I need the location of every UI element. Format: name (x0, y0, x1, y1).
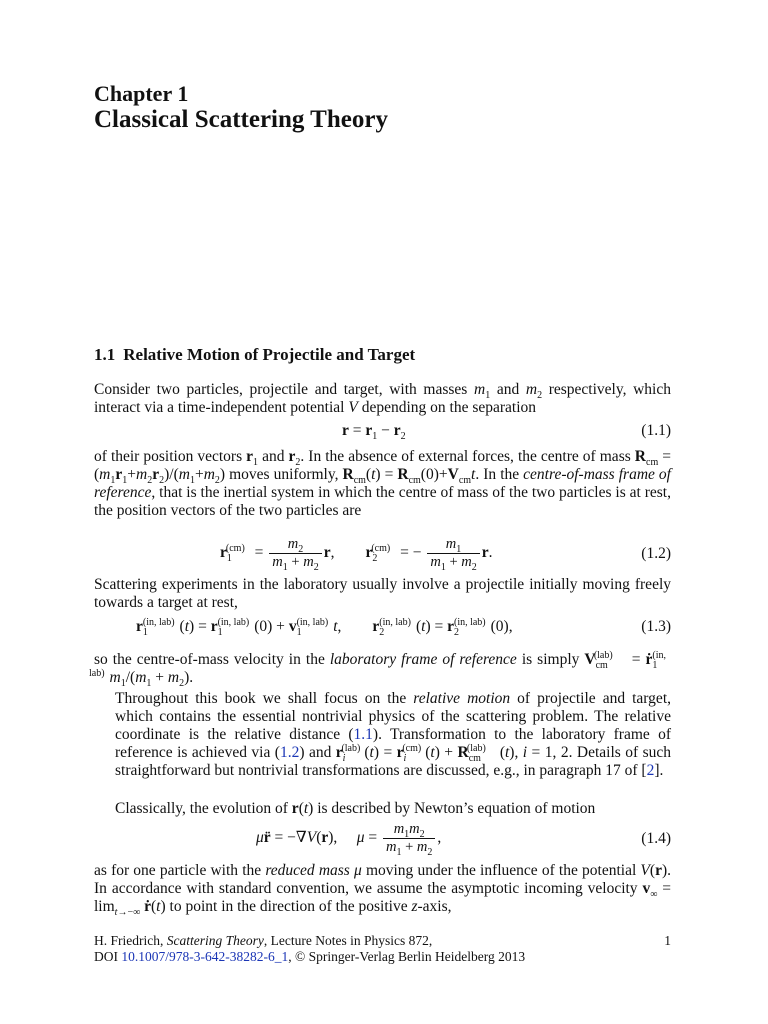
paragraph-4: so the centre-of-mass velocity in the laboratory frame of reference is simply $V_{cm}^{(lab)}$ = ṙ$_1^{(in, lab)}$ $m_1/(m_1 + m_2)$. (89, 649, 666, 690)
paragraph-7: as for one particle with the reduced mass μ moving under the influence of the potential V(r). In accordance with standard convention, we assume the asymptotic incoming velocity $v_\infty = \lim_{t\to-\infty}$ ṙ(t) to point in the direction of the positive z-axis, (94, 862, 672, 919)
paragraph-2: of their position vectors $r_1$ and $r_2$. In the absence of external forces, the centre of mass $R_{cm} = (m_1r_1+m_2r_2)/(m_1+m_2)$ moves uniformly, $R_{cm}(t) = R_{cm}(0)+V_{cm}t$. In the centre-of-mass frame of reference, that is the inertial system in which the centre of mass of the two particles is at rest, the position vectors of the two particles are (94, 448, 671, 519)
paragraph-1: Consider two particles, projectile and target, with masses $m_1$ and $m_2$ respectively, which interact via a time-independent potential V depending on the separation (94, 381, 671, 416)
paragraph-5: Throughout this book we shall focus on the relative motion of projectile and target, which contains the essential nontrivial physics of the scattering problem. The relative coordinate is the relative distance (1.1). Transformation to the laboratory frame of reference is achieved via (1.2) and $r_i^{(lab)}$ $(t) = r_i^{(cm)}$ $(t) + R_{cm}^{(lab)}$ (t), i = 1, 2. Details of such straightforward but nontrivial transformations are discussed, e.g., in paragraph 17 of [2]. (115, 690, 672, 779)
eq-ref-1-1[interactable]: 1.1 (353, 726, 373, 743)
section-title: Relative Motion of Projectile and Target (123, 345, 416, 364)
equation-label: (1.3) (641, 618, 671, 635)
chapter-label: Chapter 1 (94, 81, 189, 106)
footer-series: , Lecture Notes in Physics 872, (263, 933, 433, 948)
equation-label: (1.2) (641, 545, 671, 562)
section-heading (94, 345, 415, 365)
equation-1-4: μr̈ = −∇V(r), μ = $\frac{m_1m_2}{m_1 + m_2}$ , (1.4) (256, 821, 671, 858)
equation-label: (1.4) (641, 830, 671, 847)
footer-author: H. Friedrich, (94, 933, 164, 948)
paragraph-6: Classically, the evolution of r(t) is described by Newton’s equation of motion (115, 800, 596, 817)
equation-1-1: $r = r_1 - r_2$ (1.1) (342, 422, 671, 443)
equation-1-3: $r_1^{(in, lab)}$ $(t) = r_1^{(in, lab)}$ $(0) + v_1^{(in, lab)}$ t, $r_2^{(in, lab)}$ $(t) = r_2^{(in, lab)}$ (0), (1.3) (136, 616, 671, 639)
paragraph-3: Scattering experiments in the laboratory usually involve a projectile initially moving freely towards a target at rest, (94, 576, 671, 611)
chapter-title: Classical Scattering Theory (94, 106, 388, 133)
section-number: 1.1 (94, 345, 116, 364)
doi-link[interactable]: 10.1007/978-3-642-38282-6_1 (121, 949, 289, 964)
citation-2[interactable]: 2 (646, 762, 655, 779)
footer-doi-line (94, 949, 525, 965)
page-number: 1 (664, 933, 671, 948)
equation-label: (1.1) (641, 422, 671, 439)
footer-copyright: , © Springer-Verlag Berlin Heidelberg 2013 (288, 949, 526, 964)
footer-doi-label: DOI (94, 949, 118, 964)
equation-1-2: $r_1^{(cm)}$ = $\frac{m_2}{m_1 + m_2}$ r, $r_2^{(cm)}$ = − $\frac{m_1}{m_1 + m_2}$ r. (1.2) (220, 536, 671, 573)
footer-book-title: Scattering Theory (166, 933, 264, 948)
footer-citation (94, 933, 432, 949)
eq-ref-1-2[interactable]: 1.2 (279, 744, 300, 761)
